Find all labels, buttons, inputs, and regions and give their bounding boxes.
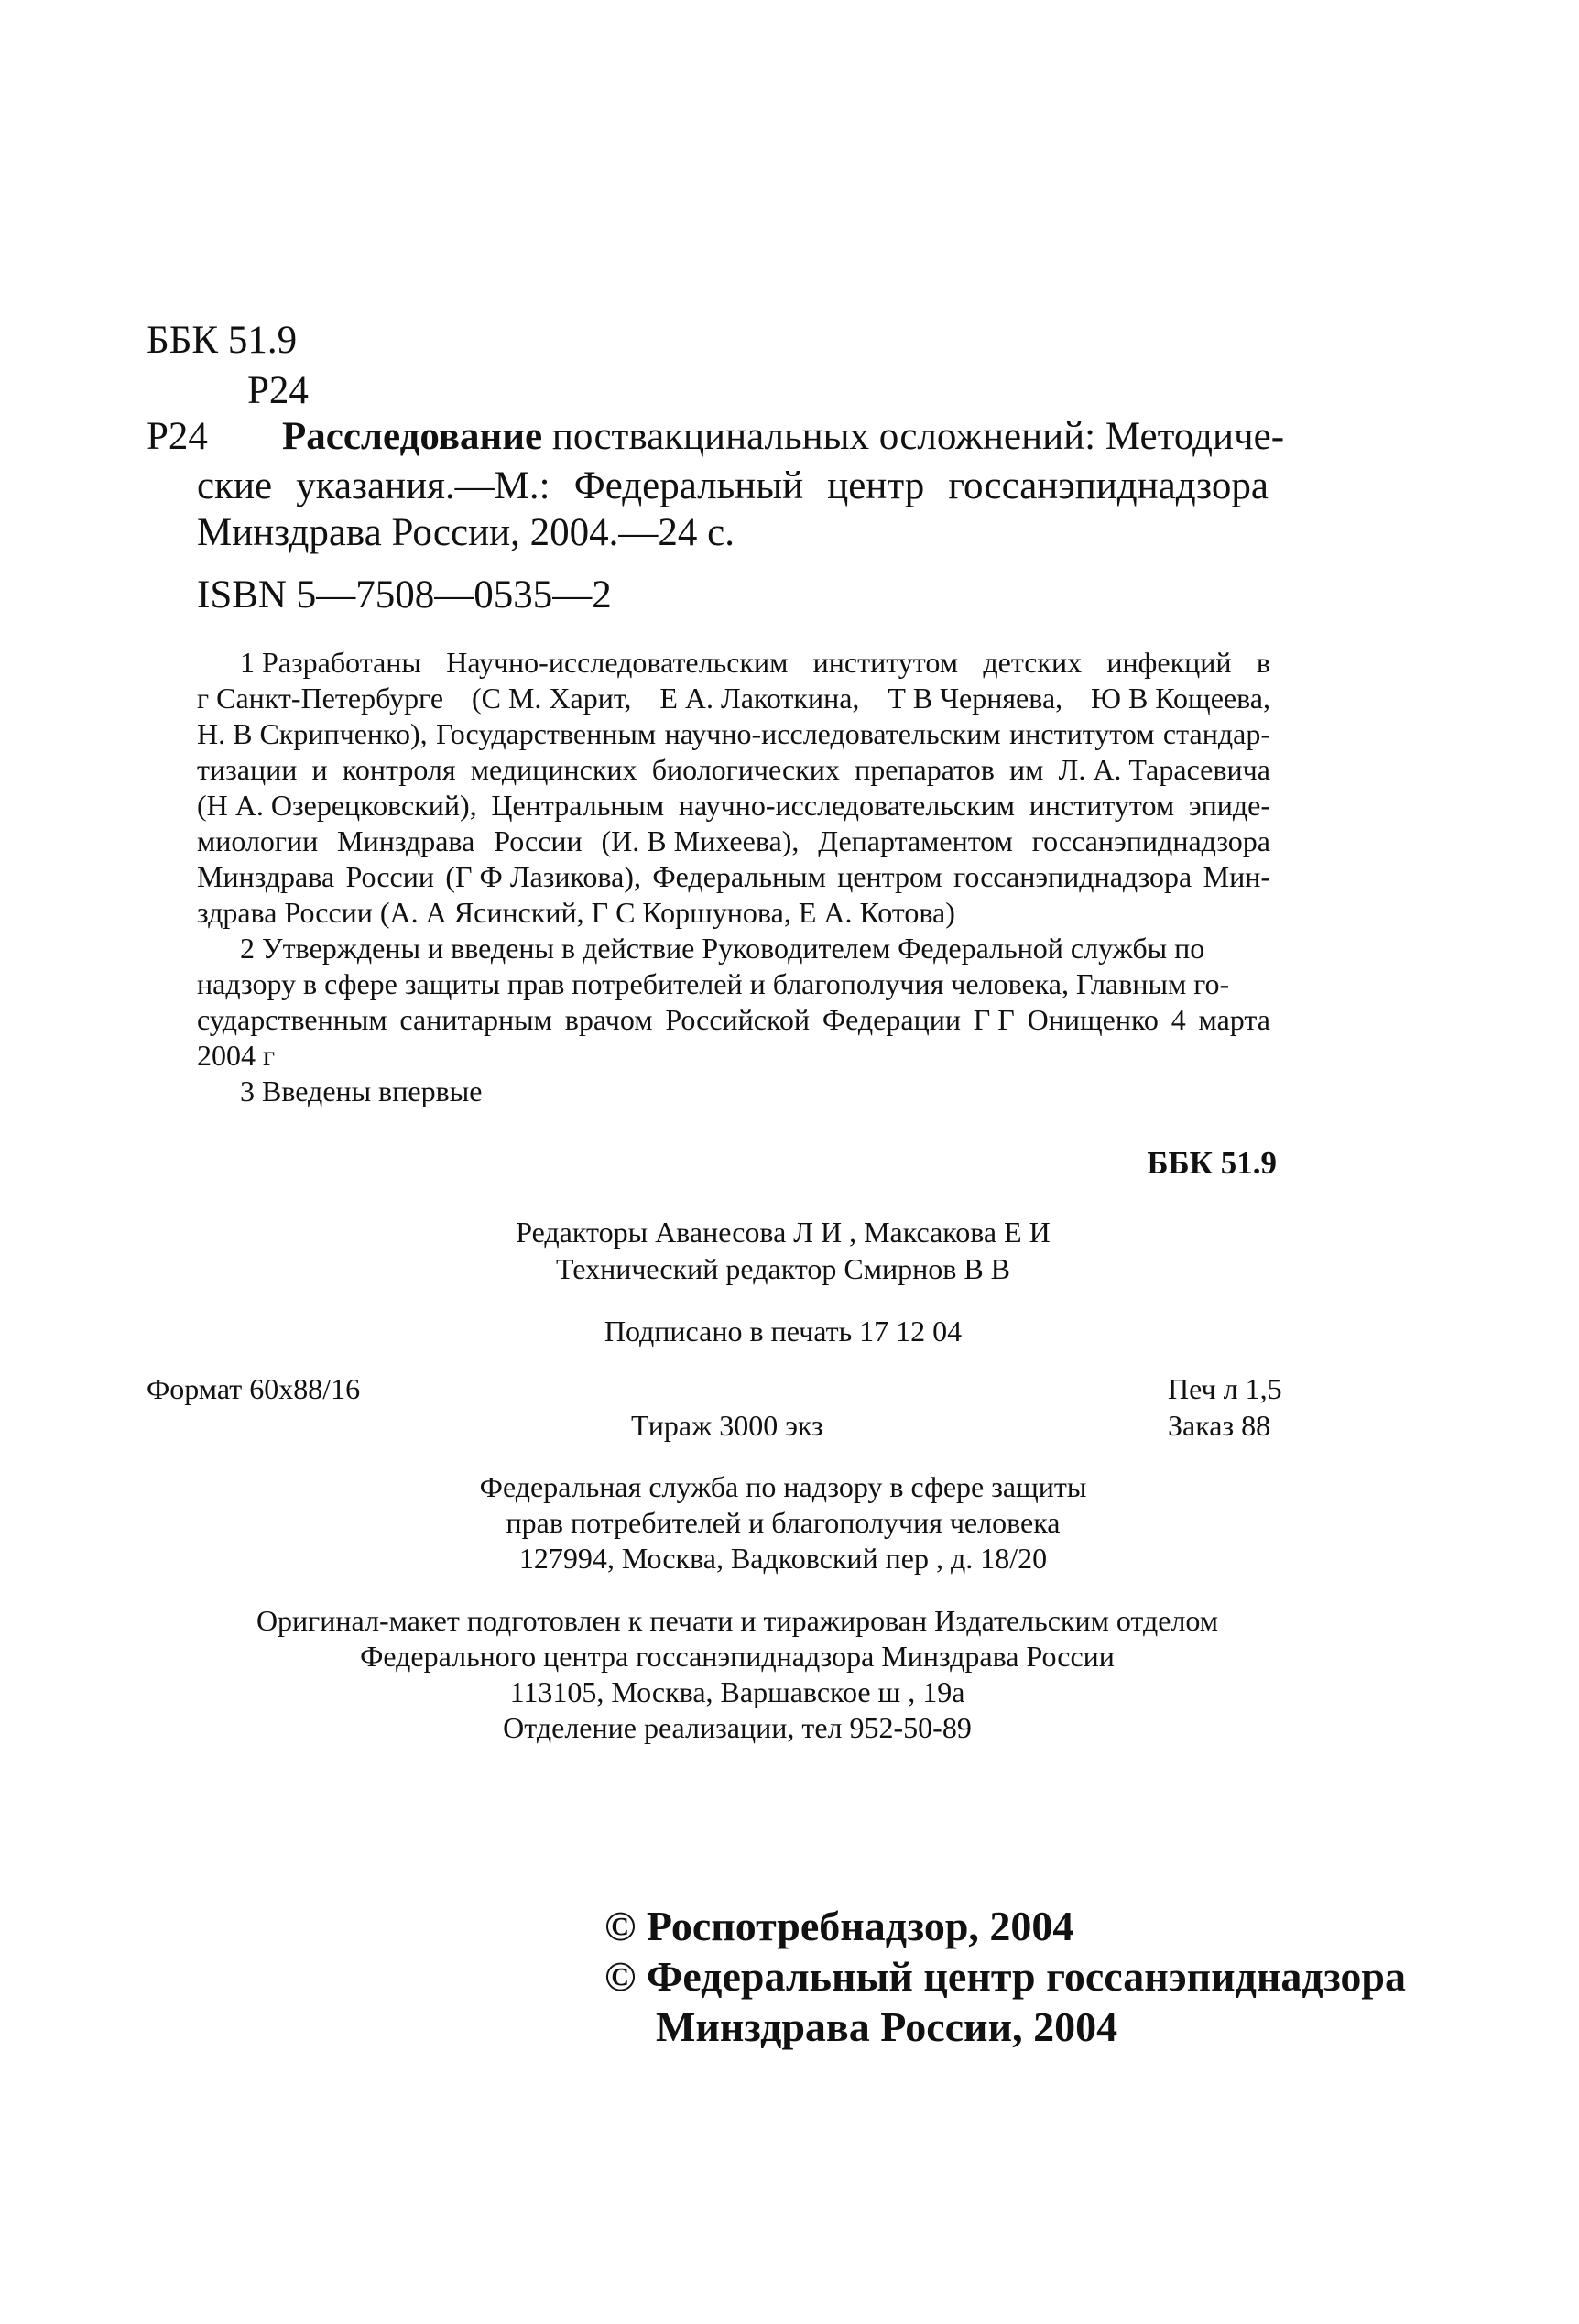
note-word: Е А. Лакоткина, (659, 682, 860, 715)
note-line: 3 Введены впервые (240, 1075, 483, 1107)
note-word: Федерации (822, 1003, 961, 1036)
note-word: Ю В Кощеева, (1091, 682, 1270, 715)
note-word: препаратов (855, 753, 995, 786)
note-word: Л. А. Тарасевича (1058, 753, 1270, 786)
note-word: Г Г (973, 1003, 1015, 1036)
note-word: биологических (651, 753, 840, 786)
author-index-top: Р24 (247, 369, 309, 412)
copyright-line-2: © Федеральный центр госсанэпиднадзора (604, 1953, 1407, 2000)
printed-sheets: Печ л 1,5 (1168, 1372, 1282, 1405)
note-word: институтом (1029, 789, 1175, 822)
note-line (240, 645, 1270, 681)
note-word: институтом (812, 646, 958, 679)
note-word: институтом (1009, 717, 1155, 750)
note-word: госсанэпиднадзора (1031, 824, 1270, 857)
note-word: Минздрава (197, 860, 335, 893)
note-word: им (1009, 753, 1044, 786)
note-word: тизации (197, 753, 298, 786)
bbk-code-bottom: ББК 51.9 (1147, 1145, 1277, 1181)
note-line (197, 824, 1270, 859)
citation-line-2-word: Федеральный (573, 464, 804, 507)
note-word: 4 (1171, 1003, 1186, 1036)
note-line: здрава России (А. А Ясинский, Г С Коршунова, Е А. Котова) (197, 896, 955, 929)
note-word: г Санкт-Петербурге (197, 682, 444, 715)
citation-line-1 (282, 410, 1285, 463)
note-line (197, 752, 1270, 788)
citation-line-2-word: ские (197, 464, 273, 507)
printer-line-1: Оригинал-макет подготовлен к печати и тиражирован Издательским отделом (256, 1604, 1219, 1637)
tech-editor-line: Технический редактор Смирнов В В (555, 1252, 1011, 1285)
note-word: Онищенко (1027, 1003, 1159, 1036)
note-word: Мин- (1203, 860, 1270, 893)
note-line (197, 681, 1270, 716)
citation-line-2-word: центр (827, 464, 925, 507)
citation-title: Расследование (282, 415, 543, 458)
editors-line: Редакторы Аванесова Л И , Максакова Е И (516, 1216, 1051, 1249)
note-line: 2004 г (197, 1039, 276, 1072)
bbk-code-top: ББК 51.9 (147, 319, 298, 362)
note-word: миологии (197, 824, 319, 857)
note-line (197, 788, 1270, 824)
note-word: Минздрава (337, 824, 475, 857)
copyright-line-1: © Роспотребнадзор, 2004 (604, 1903, 1074, 1949)
note-word: 1 Разработаны (240, 646, 421, 679)
note-word: (Н А. Озерецковский), (197, 789, 477, 822)
note-line (197, 859, 1270, 895)
isbn: ISBN 5—7508—0535—2 (197, 573, 612, 616)
note-word: сударственным (197, 1003, 387, 1036)
note-word: Российской (665, 1003, 811, 1036)
note-word: Государственным (436, 717, 657, 750)
citation-line-2-word: госсанэпиднадзора (948, 464, 1269, 507)
note-word: контроля (342, 753, 456, 786)
note-word: медицинских (470, 753, 637, 786)
note-word: Научно-исследовательским (446, 646, 789, 679)
citation-line-2 (197, 460, 1269, 512)
author-index-left: Р24 (147, 415, 208, 458)
note-word: эпиде- (1188, 789, 1270, 822)
printer-address: 113105, Москва, Варшавское ш , 19а (509, 1675, 965, 1708)
note-word: России (345, 860, 434, 893)
note-word: госсанэпиднадзора (953, 860, 1192, 893)
note-word: (И. В Михеева), (601, 824, 800, 857)
note-word: марта (1198, 1003, 1270, 1036)
note-line: надзору в сфере защиты прав потребителей и благополучия человека, Главным го- (197, 967, 1230, 1000)
publisher-address: 127994, Москва, Вадковский пер , д. 18/20 (518, 1542, 1048, 1575)
note-line (197, 1002, 1270, 1038)
note-word: Федеральным (652, 860, 826, 893)
citation-title-rest: поствакцинальных осложнений: Методиче- (551, 415, 1285, 458)
note-word: России (494, 824, 583, 857)
sales-department: Отделение реализации, тел 952-50-89 (503, 1711, 972, 1744)
note-word: Центральным (491, 789, 665, 822)
note-word: и (311, 753, 328, 786)
note-word: инфекций (1106, 646, 1232, 679)
note-word: врачом (564, 1003, 653, 1036)
printer-line-2: Федерального центра госсанэпиднадзора Минздрава России (360, 1640, 1115, 1673)
note-line: 2 Утверждены и введены в действие Руководителем Федеральной службы по (240, 932, 1205, 965)
order-number: Заказ 88 (1168, 1409, 1271, 1442)
citation-line-3: Минздрава России, 2004.—24 с. (197, 511, 735, 554)
note-word: (С М. Харит, (471, 682, 632, 715)
format: Формат 60х88/16 (147, 1372, 361, 1405)
note-word: детских (983, 646, 1083, 679)
signed-to-print: Подписано в печать 17 12 04 (604, 1315, 963, 1347)
publisher-line-1: Федеральная служба по надзору в сфере защиты (479, 1470, 1087, 1503)
note-word: санитарным (399, 1003, 552, 1036)
note-word: Т В Черняева, (888, 682, 1063, 715)
note-line (197, 716, 1270, 752)
note-word: в (1256, 646, 1270, 679)
copyright-line-3: Минздрава России, 2004 (656, 2003, 1118, 2050)
note-word: научно-исследовательским (664, 717, 1001, 750)
note-word: Н. В Скрипченко), (197, 717, 428, 750)
note-word: стандар- (1162, 717, 1270, 750)
note-word: (Г Ф Лазикова), (445, 860, 641, 893)
note-word: научно-исследовательским (678, 789, 1015, 822)
note-word: Департаментом (818, 824, 1013, 857)
print-run: Тираж 3000 экз (631, 1409, 823, 1442)
note-word: центром (837, 860, 942, 893)
publisher-line-2: прав потребителей и благополучия человека (506, 1506, 1061, 1539)
citation-line-2-word: указания.—М.: (296, 464, 550, 507)
